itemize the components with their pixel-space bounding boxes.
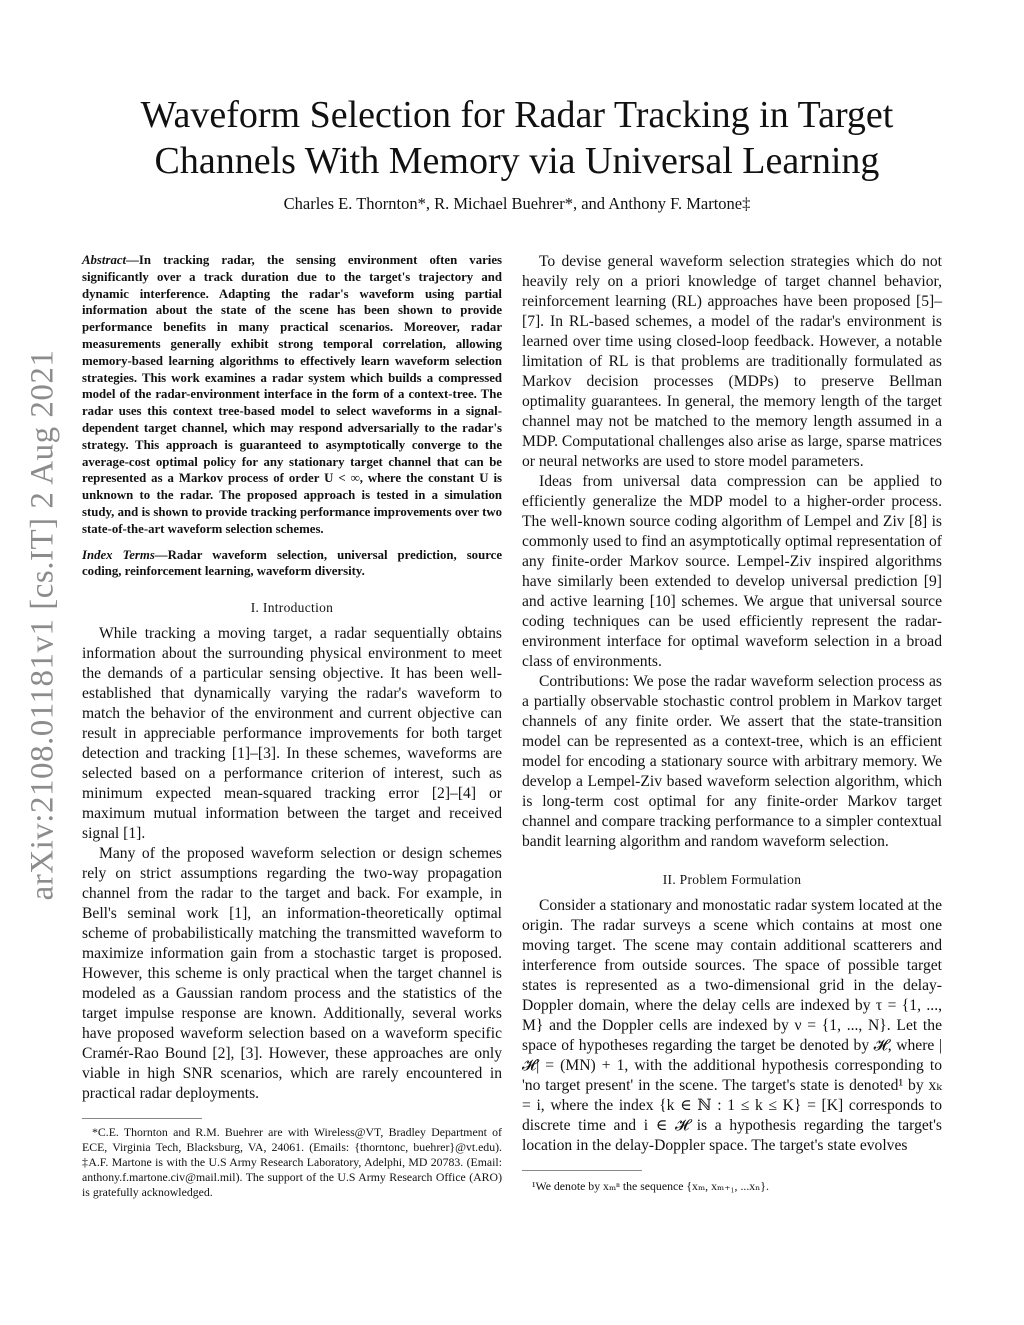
footnote-notation: ¹We denote by xₘⁿ the sequence {xₘ, xₘ₊₁, ...xₙ}. [532, 1179, 769, 1193]
arxiv-identifier: arXiv:2108.01181v1 [cs.IT] 2 Aug 2021 [24, 349, 61, 901]
intro-paragraph-2: Many of the proposed waveform selection or design schemes rely on strict assumptions regarding the two-way propagation channel from the radar to the target and back. For example, in Bell's seminal work [1], an information-theoretically optimal scheme of probabilistically matching the transmitted waveform to maximize information gain from a stochastic target is proposed. However, this scheme is only practical when the target channel is modeled as a Gaussian random process and the statistics of the target impulse response are known. Additionally, several works have proposed waveform selection based on a waveform specific Cramér-Rao Bound [2], [3]. However, these approaches are only viable in high SNR scenarios, which are rarely encountered in practical radar deployments. [82, 845, 502, 1103]
title-line-1: Waveform Selection for Radar Tracking in Target [140, 94, 894, 136]
author-list: Charles E. Thornton*, R. Michael Buehrer*, and Anthony F. Martone‡ [283, 194, 751, 213]
right-paragraph-2: Ideas from universal data compression can be applied to efficiently generalize the MDP model to a higher-order process. The well-known source coding algorithm of Lempel and Ziv [8] is commonly used to find an asymptotically optimal representation of any finite-order Markov source. Lempel-Ziv inspired algorithms have similarly been extended to develop universal prediction [9] and active learning [10] schemes. We argue that universal source coding techniques can be used efficiently represent the radar-environment interface for optimal waveform selection in a broad class of environments. [522, 473, 942, 670]
right-paragraph-1: To devise general waveform selection strategies which do not heavily rely on a priori knowledge of target channel behavior, reinforcement learning (RL) approaches have been proposed [5]–[7]. In RL-based schemes, a model of the radar's environment is learned over time using closed-loop feedback. However, a notable limitation of RL is that problems are traditionally formulated as Markov decision processes (MDPs) to preserve Bellman optimality guarantees. In general, the memory length of the target channel may not be matched to the memory length assumed in a MDP. Computational challenges also arise as large, sparse matrices or neural networks are used to store model parameters. [522, 253, 942, 470]
abstract [82, 252, 502, 538]
paper-title [70, 92, 964, 184]
section-heading-problem-formulation: II. Problem Formulation [662, 872, 802, 887]
abstract-text: In tracking radar, the sensing environment often varies significantly over a track duration due to the target's trajectory and dynamic interference. Adapting the radar's waveform using partial information about the state of the scene has been shown to provide performance benefits in many practical scenarios. Moreover, radar measurements generally exhibit strong temporal correlation, allowing memory-based learning algorithms to effectively learn waveform selection strategies. This work examines a radar system which builds a compressed model of the radar-environment interface in the form of a context-tree. The radar uses this context tree-based model to select waveforms in a signal-dependent target channel, which may respond adversarially to the radar's strategy. This approach is guaranteed to asymptotically converge to the average-cost optimal policy for any stationary target channel that can be represented as a Markov process of order U < ∞, where the constant U is unknown to the radar. The proposed approach is tested in a simulation study, and is shown to provide tracking performance improvements over two state-of-the-art waveform selection schemes. [82, 253, 502, 536]
left-column [82, 252, 502, 1200]
footnote-affiliations: *C.E. Thornton and R.M. Buehrer are with Wireless@VT, Bradley Department of ECE, Virginia Tech, Blacksburg, VA, 24061. (Emails: {thorntonc, buehrer}@vt.edu). ‡A.F. Martone is with the U.S Army Research Laboratory, Adelphi, MD 20783. (Email: anthony.f.martone.civ@mail.mil). The support of the U.S Army Research Office (ARO) is gratefully acknowledged. [82, 1125, 502, 1200]
index-terms [82, 547, 502, 581]
index-terms-text: Radar waveform selection, universal prediction, source coding, reinforcement learning, waveform diversity. [82, 547, 503, 579]
footnote-divider [82, 1118, 202, 1119]
contributions-paragraph: Contributions: We pose the radar waveform selection process as a partially observable stochastic control problem in Markov target channels of any finite order. We assert that the state-transition model can be represented as a context-tree, which is an efficient model for encoding a stationary source with arbitrary memory. We develop a Lempel-Ziv based waveform selection algorithm, which is long-term cost optimal for any finite-order Markov target channel and compare tracking performance to a simpler contextual bandit learning algorithm and random waveform selection. [522, 673, 942, 850]
abstract-label: Abstract— [82, 253, 139, 267]
index-terms-label: Index Terms— [82, 547, 168, 562]
intro-paragraph-1: While tracking a moving target, a radar sequentially obtains information about the surrounding physical environment to meet the demands of a particular sensing objective. It has been well-established that dynamically varying the radar's waveform to match the behavior of the environment and current objective can result in appreciable performance improvements for both target detection and tracking [1]–[3]. In these schemes, waveforms are selected based on a performance criterion of interest, such as minimum expected mean-squared tracking error [2]–[4] or maximum mutual information between the target and received signal [1]. [82, 625, 502, 843]
right-column [522, 252, 942, 1194]
problem-formulation-paragraph: Consider a stationary and monostatic radar system located at the origin. The radar surveys a scene which contains at most one moving target. The scene may contain additional scatterers and interference from outside sources. The space of possible target states is represented as a two-dimensional grid in the delay-Doppler domain, where the delay cells are indexed by τ = {1, ..., M} and the Doppler cells are indexed by ν = {1, ..., N}. Let the space of hypotheses regarding the target be denoted by 𝓗, where |𝓗| = (MN) + 1, with the additional hypothesis corresponding to 'no target present' in the scene. The target's state is denoted¹ by xₖ = i, where the index {k ∈ ℕ : 1 ≤ k ≤ K} = [K] corresponds to discrete time and i ∈ 𝓗 is a hypothesis regarding the target's location in the delay-Doppler space. The target's state evolves [522, 897, 942, 1154]
arxiv-sidebar [26, 340, 60, 910]
title-line-2: Channels With Memory via Universal Learning [154, 140, 880, 182]
footnote-divider-right [522, 1170, 642, 1171]
section-heading-introduction: I. Introduction [250, 600, 334, 616]
